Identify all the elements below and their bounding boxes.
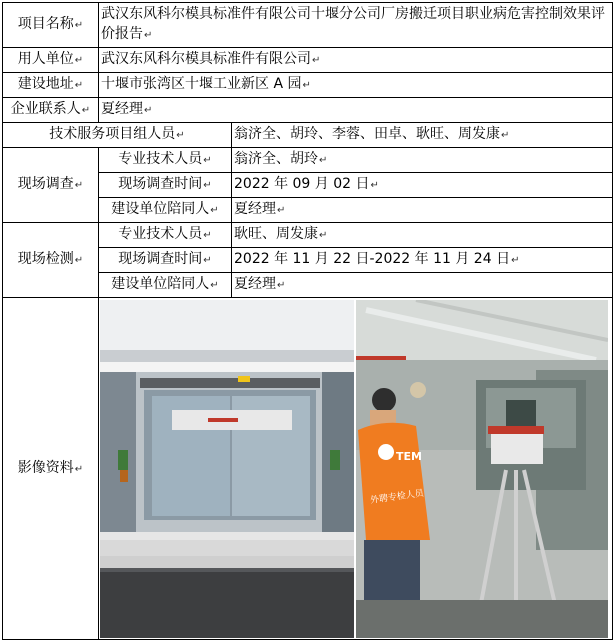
label-team: 技术服务项目组人员↵ [3,123,232,148]
row-employer [3,48,613,73]
row-survey-tech [3,148,613,173]
vest-text: 外聘专检人员 [369,488,425,506]
factory-entrance-illustration [100,300,354,638]
label-survey-tech: 专业技术人员↵ [99,148,232,173]
value-detection-tech: 耿旺、周发康↵ [232,223,613,248]
label-survey-escort: 建设单位陪同人↵ [99,198,232,223]
label-detection-time: 现场调查时间↵ [99,248,232,273]
value-project-name: 武汉东风科尔模具标准件有限公司十堰分公司厂房搬迁项目职业病危害控制效果评价报告↵ [99,3,613,48]
label-detection-escort: 建设单位陪同人↵ [99,273,232,298]
row-detection-tech [3,223,613,248]
value-employer: 武汉东风科尔模具标准件有限公司↵ [99,48,613,73]
label-project-name: 项目名称↵ [3,3,99,48]
value-detection-time: 2022 年 11 月 22 日-2022 年 11 月 24 日↵ [232,248,613,273]
photo-factory-entrance [100,300,356,638]
label-detection-tech: 专业技术人员↵ [99,223,232,248]
value-team: 翁济全、胡玲、李蓉、田卓、耿旺、周发康↵ [232,123,613,148]
images-cell [99,298,613,640]
row-address [3,73,613,98]
worker-sampling-illustration [356,300,608,638]
row-contact [3,98,613,123]
label-detection: 现场检测↵ [3,223,99,298]
value-contact: 夏经理↵ [99,98,613,123]
label-contact: 企业联系人↵ [3,98,99,123]
value-survey-tech: 翁济全、胡玲↵ [232,148,613,173]
label-address: 建设地址↵ [3,73,99,98]
value-detection-escort: 夏经理↵ [232,273,613,298]
value-address: 十堰市张湾区十堰工业新区 A 园↵ [99,73,613,98]
value-survey-time: 2022 年 09 月 02 日↵ [232,173,613,198]
row-project-name [3,3,613,48]
row-images [3,298,613,640]
label-survey: 现场调查↵ [3,148,99,223]
photo-worker-sampling [356,300,611,638]
vest-logo: TEM [396,449,422,463]
row-team [3,123,613,148]
label-images: 影像资料↵ [3,298,99,640]
label-employer: 用人单位↵ [3,48,99,73]
label-survey-time: 现场调查时间↵ [99,173,232,198]
value-survey-escort: 夏经理↵ [232,198,613,223]
report-info-table [2,2,613,640]
